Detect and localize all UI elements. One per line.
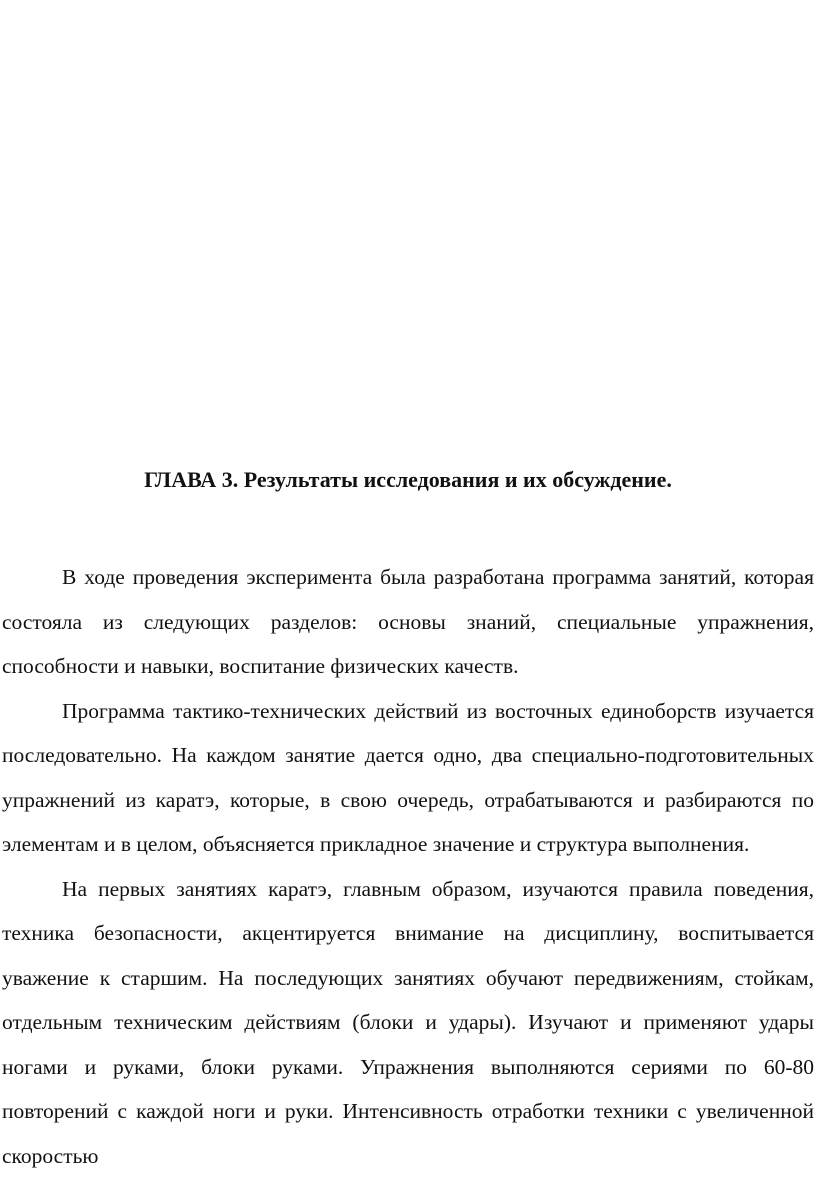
paragraph-program-sections: В ходе проведения эксперимента была разработана программа занятий, которая состояла из следующих разделов: основы знаний, специальные упражнения, способности и навыки, воспитание физических качеств.: [2, 565, 814, 678]
paragraph-first-lessons: На первых занятиях каратэ, главным образом, изучаются правила поведения, техника безопасности, акцентируется внимание на дисциплину, воспитывается уважение к старшим. На последующих занятиях обучают передвижениям, стойкам, отдельным техническим действиям (блоки и удары). Изучают и применяют удары ногами и руками, блоки руками. Упражнения выполняются сериями по 60-80 повторений с каждой ноги и руки. Интенсивность отработки техники с увеличенной скоростью: [2, 876, 814, 1168]
body-text: [2, 555, 814, 1178]
paragraph-tactical-program: Программа тактико-технических действий из восточных единоборств изучается последовательно. На каждом занятие дается одно, два специально-подготовительных упражнений из каратэ, которые, в свою очередь, отрабатываются и разбираются по элементам и в целом, объясняется прикладное значение и структура выполнения.: [2, 698, 814, 856]
chapter-title: ГЛАВА 3. Результаты исследования и их обсуждение.: [144, 467, 672, 492]
